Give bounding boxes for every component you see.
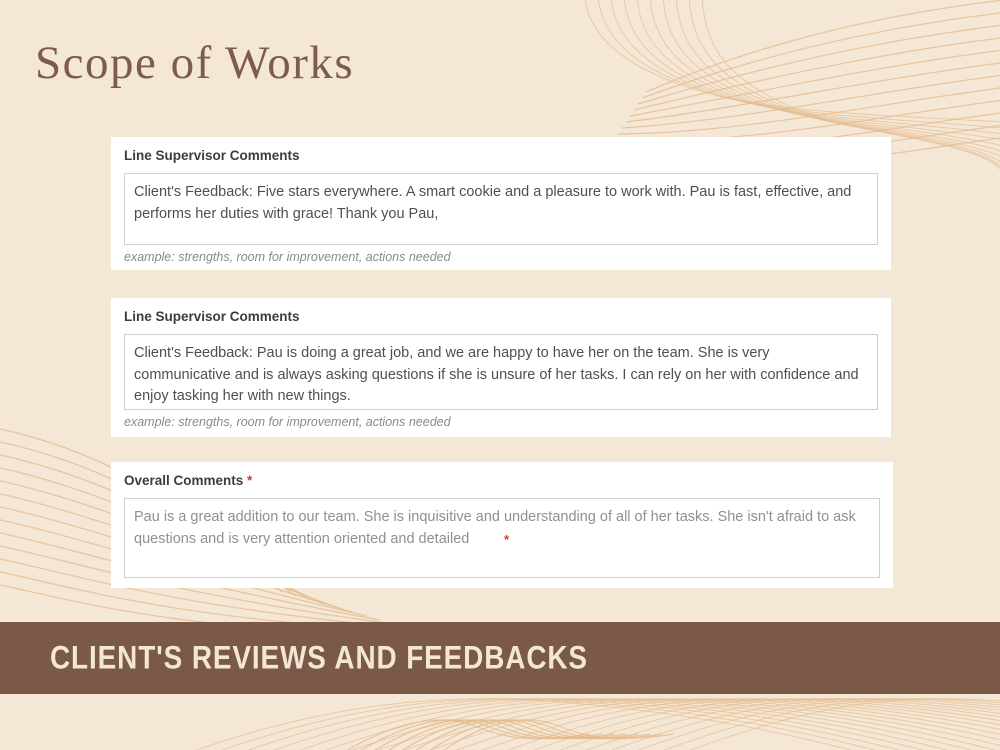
field-label [124,148,878,165]
field-label [124,309,878,326]
helper-text: example: strengths, room for improvement, actions needed [124,414,451,429]
required-asterisk: * [243,473,253,488]
form-card-overall-comments [111,462,893,588]
textarea-wrap [124,498,880,578]
inline-required-asterisk: * [504,531,510,547]
banner-title: CLIENT'S REVIEWS AND FEEDBACKS [50,638,588,677]
line-supervisor-comments-textarea-2[interactable] [124,334,878,410]
helper-text: example: strengths, room for improvement, actions needed [124,249,451,264]
form-card-line-supervisor-1 [111,137,891,270]
field-label-text: Line Supervisor Comments [124,309,300,324]
field-label-text: Overall Comments [124,473,244,488]
form-card-line-supervisor-2 [111,298,891,437]
field-label-text: Line Supervisor Comments [124,148,300,163]
textarea-wrap [124,334,878,410]
slide-title: Scope of Works [35,37,355,89]
footer-banner [0,622,1000,694]
field-label [124,473,880,490]
overall-comments-textarea[interactable] [124,498,880,578]
line-supervisor-comments-textarea-1[interactable] [124,173,878,245]
textarea-wrap [124,173,878,245]
